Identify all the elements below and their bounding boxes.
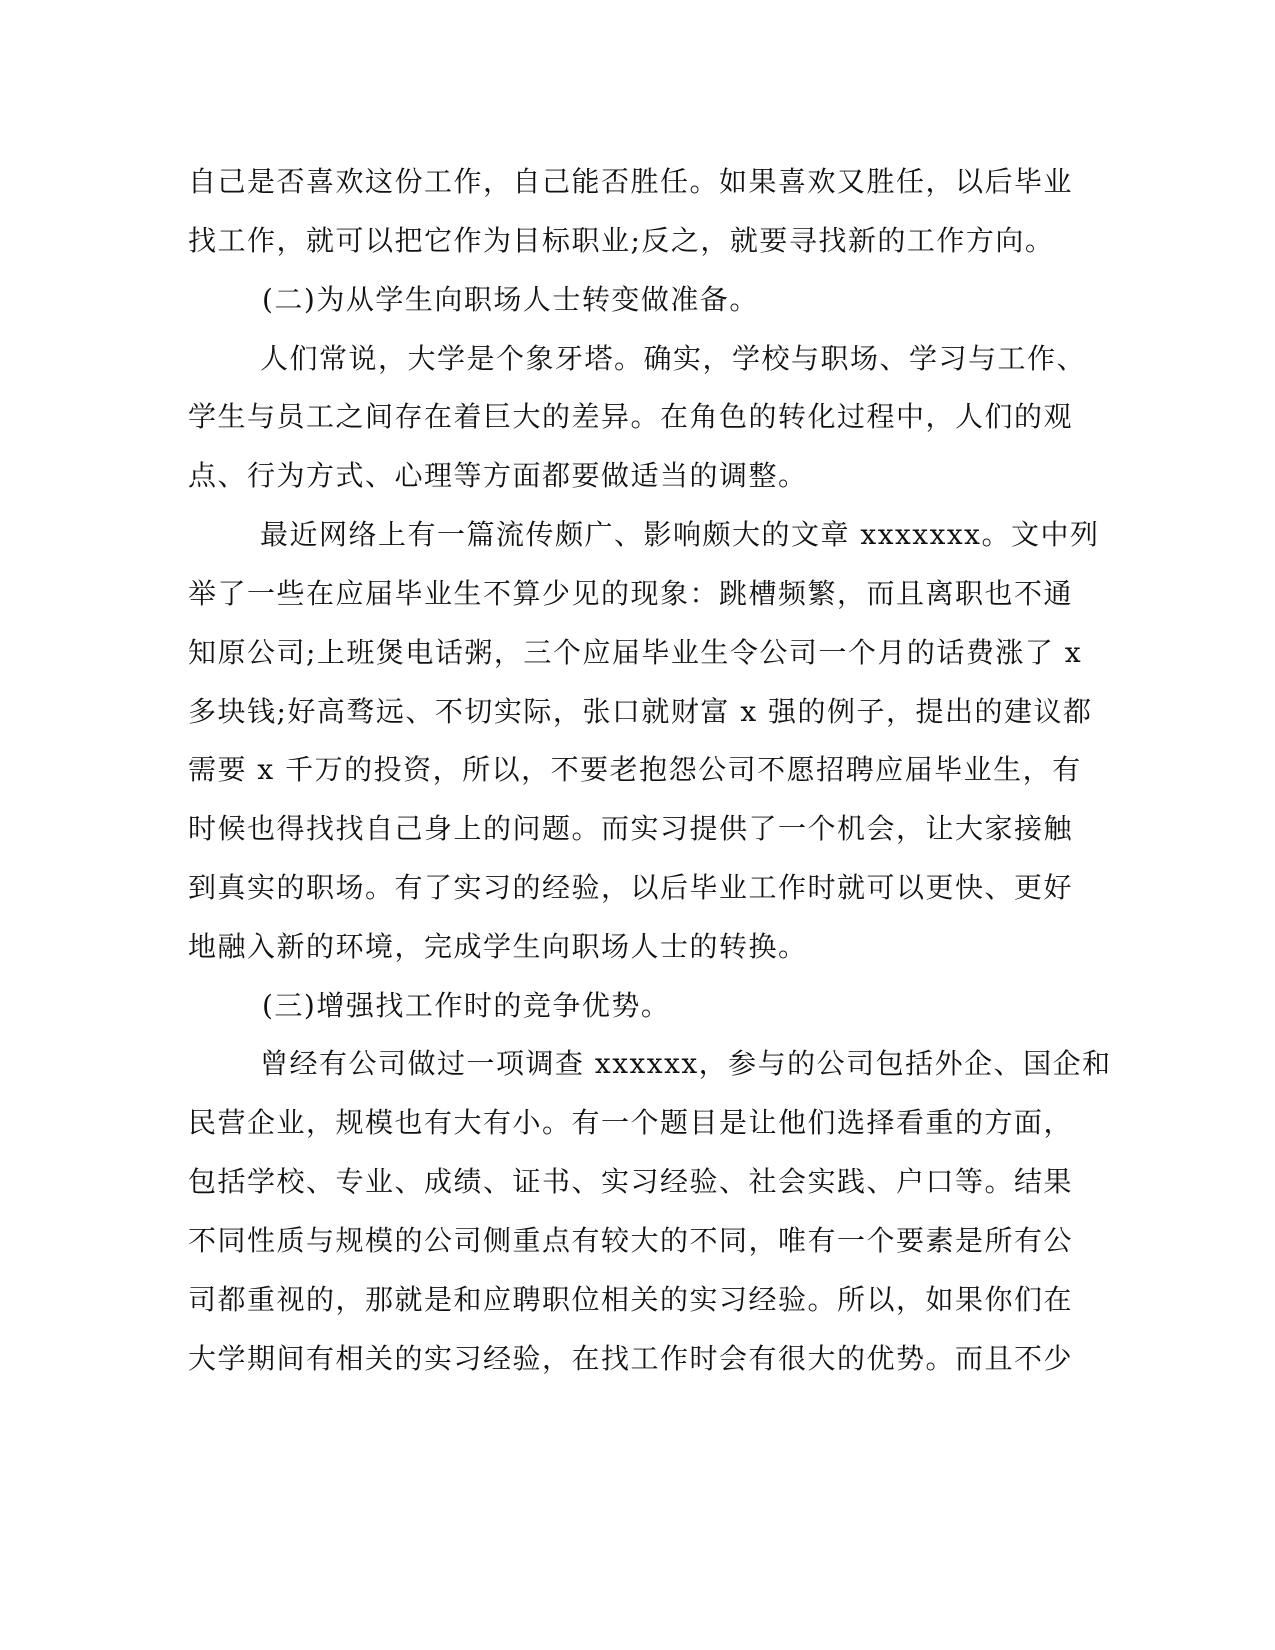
body-text-line: 不同性质与规模的公司侧重点有较大的不同，唯有一个要素是所有公 — [188, 1224, 1074, 1257]
body-text-line: 司都重视的，那就是和应聘职位相关的实习经验。所以，如果你们在 — [188, 1283, 1074, 1316]
body-text-line: 自己是否喜欢这份工作，自己能否胜任。如果喜欢又胜任，以后毕业 — [188, 165, 1074, 198]
body-text-line: 知原公司;上班煲电话粥，三个应届毕业生令公司一个月的话费涨了 x — [188, 636, 1083, 669]
paragraph-first-line: 曾经有公司做过一项调查 xxxxxx，参与的公司包括外企、国企和 — [260, 1047, 1112, 1080]
paragraph-first-line: 人们常说，大学是个象牙塔。确实，学校与职场、学习与工作、 — [260, 342, 1087, 375]
section-heading: (二)为从学生向职场人士转变做准备。 — [262, 283, 759, 316]
body-text-line: 地融入新的环境，完成学生向职场人士的转换。 — [188, 930, 808, 963]
section-heading: (三)增强找工作时的竞争优势。 — [262, 989, 671, 1022]
body-text-line: 时候也得找找自己身上的问题。而实习提供了一个机会，让大家接触 — [188, 812, 1074, 845]
body-text-line: 民营企业，规模也有大有小。有一个题目是让他们选择看重的方面， — [188, 1106, 1074, 1139]
body-text-line: 多块钱;好高骛远、不切实际，张口就财富 x 强的例子，提出的建议都 — [188, 695, 1093, 728]
body-text-line: 找工作，就可以把它作为目标职业;反之，就要寻找新的工作方向。 — [188, 224, 1055, 257]
paragraph-first-line: 最近网络上有一篇流传颇广、影响颇大的文章 xxxxxxx。文中列 — [260, 518, 1100, 551]
body-text-line: 大学期间有相关的实习经验，在找工作时会有很大的优势。而且不少 — [188, 1342, 1074, 1375]
body-text-line: 包括学校、专业、成绩、证书、实习经验、社会实践、户口等。结果 — [188, 1165, 1074, 1198]
body-text-line: 点、行为方式、心理等方面都要做适当的调整。 — [188, 459, 808, 492]
body-text-line: 学生与员工之间存在着巨大的差异。在角色的转化过程中，人们的观 — [188, 400, 1074, 433]
body-text-line: 举了一些在应届毕业生不算少见的现象：跳槽频繁，而且离职也不通 — [188, 577, 1074, 610]
body-text-line: 到真实的职场。有了实习的经验，以后毕业工作时就可以更快、更好 — [188, 871, 1074, 904]
body-text-line: 需要 x 千万的投资，所以，不要老抱怨公司不愿招聘应届毕业生，有 — [188, 753, 1082, 786]
